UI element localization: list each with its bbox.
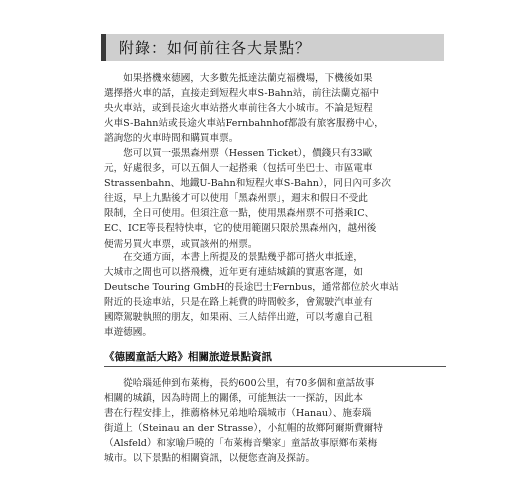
text-line: 您可以買一張黑森州票（Hessen Ticket），價錢只有33歐 <box>104 148 373 159</box>
text-line: 相關的城鎮，因為時間上的關係，可能無法一一探訪，因此本 <box>104 393 364 405</box>
text-line: 街道上（Steinau an der Strasse），小紅帽的故鄉阿爾斯費爾特 <box>104 423 383 435</box>
text-line: 大城市之間也可以搭飛機，近年更有連結城鎮的實惠客運，如 <box>104 267 364 279</box>
text-line: 城市。以下景點的相關資訊，以便您查詢及探訪。 <box>104 453 316 465</box>
section-heading: 《德國童話大路》相關旅遊景點資訊 <box>104 351 272 363</box>
text-line: 選擇搭火車的話，直接走到短程火車S-Bahn站，前往法蘭克福中 <box>104 88 380 100</box>
text-line: 附近的長途車站，只是在路上耗費的時間較多，會駕駛汽車並有 <box>104 297 373 309</box>
heading-divider <box>104 366 446 367</box>
appendix-header-bar <box>101 34 444 61</box>
paragraph-hessen-ticket <box>104 146 444 252</box>
page-title: 附錄：如何前往各大景點？ <box>119 39 312 57</box>
paragraph-arrival <box>104 71 444 146</box>
text-line: 書在行程安排上，推薦格林兄弟地哈瑙城市（Hanau）、施泰瑙 <box>104 408 372 420</box>
text-line: 限制，全日可使用。但須注意一點，使用黑森州票不可搭乘IC、 <box>104 208 375 220</box>
text-line: 諮詢您的火車時間和購買車票。 <box>104 133 239 145</box>
text-line: Deutsche Touring GmbH的長途巴士Fernbus，通常都位於火車站 <box>104 282 399 294</box>
text-line: 往返，早上九點後才可以使用「黑森州票」，週末和假日不受此 <box>104 193 368 205</box>
text-line: 在交通方面，本書上所提及的景點幾乎都可搭火車抵達， <box>104 252 364 263</box>
text-line: 元，好處很多，可以五個人一起搭乘（包括可坐巴士、市區電車 <box>104 163 373 175</box>
text-line: 火車S-Bahn站或長途火車站Fernbahnhof都設有旅客服務中心， <box>104 118 384 130</box>
text-line: 如果搭機來德國，大多數先抵達法蘭克福機場，下機後如果 <box>104 73 373 84</box>
paragraph-fairy-tale-route <box>104 376 444 467</box>
text-line: EC、ICE等長程特快車，它的使用範圍只限於黑森州內，越州後 <box>104 223 377 235</box>
text-line: 從哈瑙延伸到布萊梅，長約600公里，有70多個和童話故事 <box>104 378 375 389</box>
text-line: Strassenbahn、地鐵U-Bahn和短程火車S-Bahn），同日內可多次 <box>104 178 391 190</box>
text-line: 便需另買火車票，或買該州的州票。 <box>104 238 258 250</box>
text-line: 國際駕駛執照的朋友，如果兩、三人結伴出遊，可以考慮自己租 <box>104 312 373 324</box>
paragraph-transport <box>104 250 444 341</box>
text-line: 央火車站，或到長途火車站搭火車前往各大小城市。不論是短程 <box>104 103 373 115</box>
text-line: （Alsfeld）和家喻戶曉的「布萊梅音樂家」童話故事原鄉布萊梅 <box>104 438 378 450</box>
text-line: 車遊德國。 <box>104 327 152 339</box>
